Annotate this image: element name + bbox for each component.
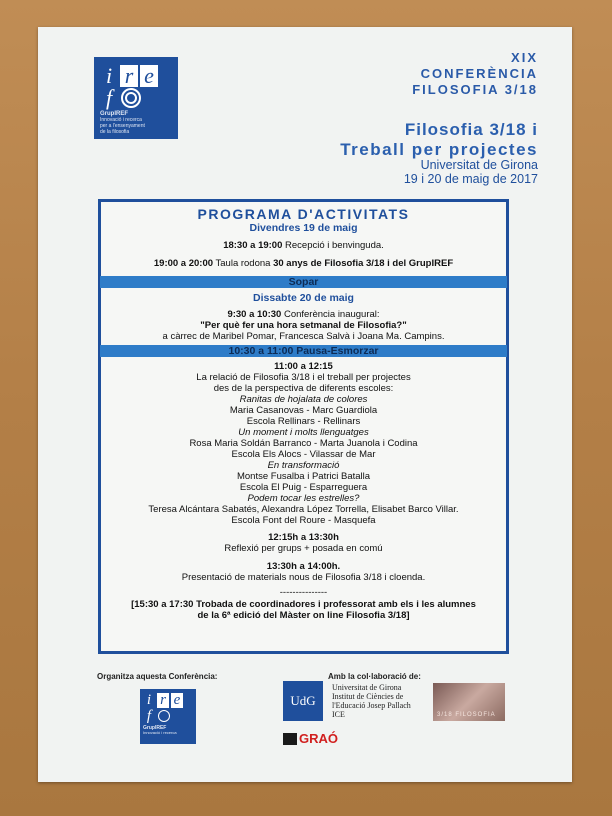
session-line: Montse Fusalba i Patrici Batalla [236, 471, 371, 482]
closing-line-1: [15:30 a 17:30 Trobada de coordinadores i professorat amb els i les alumnes [131, 599, 476, 610]
session-line: Maria Casanovas - Marc Guardiola [229, 405, 378, 416]
session-line: La relació de Filosofia 3/18 i el treball per projectes [196, 372, 411, 383]
organizer-label: Organitza aquesta Conferència: [97, 672, 218, 681]
master-filosofia-logo: 3/18 FILOSOFIA [433, 683, 505, 721]
program-box [98, 199, 509, 654]
grao-logo: GRAÓ [283, 731, 338, 746]
session-line: Un moment i molts llenguatges [238, 427, 369, 438]
session-line: En transformació [267, 460, 340, 471]
title-line-1: Filosofia 3/18 i [404, 120, 538, 139]
logo-caption: GrupIREF Innovació i recerca per a l'ensenyament de la filosofia [100, 111, 145, 135]
logo-letter-e: e [140, 65, 158, 87]
udg-logo: UdG [283, 681, 323, 721]
session-line: Podem tocar les estrelles? [247, 493, 360, 504]
title-line-2: Treball per projectes [340, 140, 538, 159]
session-line: Escola Els Alocs - Vilassar de Mar [231, 449, 376, 460]
schedule-item: 19:00 a 20:00 Taula rodona 30 anys de Filosofia 3/18 i del GrupIREF [153, 258, 454, 269]
session-list [101, 372, 506, 526]
session-line: Escola El Puig - Esparreguera [239, 482, 368, 493]
session-line: des de la perspectiva de diferents escoles: [213, 383, 394, 394]
flyer-sheet [38, 27, 572, 782]
session-time: 12:15h a 13:30h [268, 532, 339, 543]
band-sopar: Sopar [100, 276, 507, 288]
session-text: Reflexió per grups + posada en comú [224, 543, 383, 554]
logo-letter-i: i [105, 63, 113, 88]
closing-line-2: de la 6ª edició del Màster on line Filosofia 3/18] [197, 610, 410, 621]
session-line: Ranitas de hojalata de colores [239, 394, 368, 405]
logo-letter-r: r [120, 65, 138, 87]
day-2-heading: Dissabte 20 de maig [253, 292, 354, 304]
conference-heading: XIX CONFERÈNCIA FILOSOFIA 3/18 [412, 50, 538, 97]
venue: Universitat de Girona [420, 158, 538, 172]
separator: --------------- [279, 587, 328, 598]
program-title: PROGRAMA D'ACTIVITATS [197, 206, 410, 222]
band-pausa: 10:30 a 11:00 Pausa-Esmorzar [100, 345, 507, 357]
speakers: a càrrec de Maribel Pomar, Francesca Salvà i Joana Ma. Campins. [162, 331, 445, 342]
conference-title: "Per què fer una hora setmanal de Filosofia?" [200, 320, 407, 331]
day-1-heading: Divendres 19 de maig [249, 222, 358, 234]
session-line: Escola Font del Roure - Masquefa [231, 515, 376, 526]
session-time: 11:00 a 12:15 [274, 361, 333, 372]
collaboration-label: Amb la col·laboració de: [328, 672, 421, 681]
session-line: Teresa Alcántara Sabatés, Alexandra López Torrella, Elisabet Barco Villar. [148, 504, 459, 515]
session-line: Rosa Maria Soldán Barranco - Marta Juanola i Codina [189, 438, 418, 449]
iref-logo [94, 57, 178, 139]
schedule-item: 9:30 a 10:30 Conferència inaugural: [227, 309, 380, 320]
logo-letter-f: f [105, 85, 113, 110]
session-text: Presentació de materials nous de Filosofia 3/18 i cloenda. [181, 572, 426, 583]
iref-logo-small: i r e f GrupIREF Innovació i recerca [140, 689, 196, 744]
session-time: 13:30h a 14:00h. [266, 561, 341, 572]
schedule-item: 18:30 a 19:00 Recepció i benvinguda. [223, 240, 384, 251]
udg-institute-text: Universitat de Girona Institut de Ciències de l'Educació Josep Pallach ICE [332, 683, 411, 719]
session-line: Escola Rellinars - Rellinars [246, 416, 361, 427]
grao-mark-icon [283, 733, 297, 745]
event-dates: 19 i 20 de maig de 2017 [403, 172, 538, 186]
